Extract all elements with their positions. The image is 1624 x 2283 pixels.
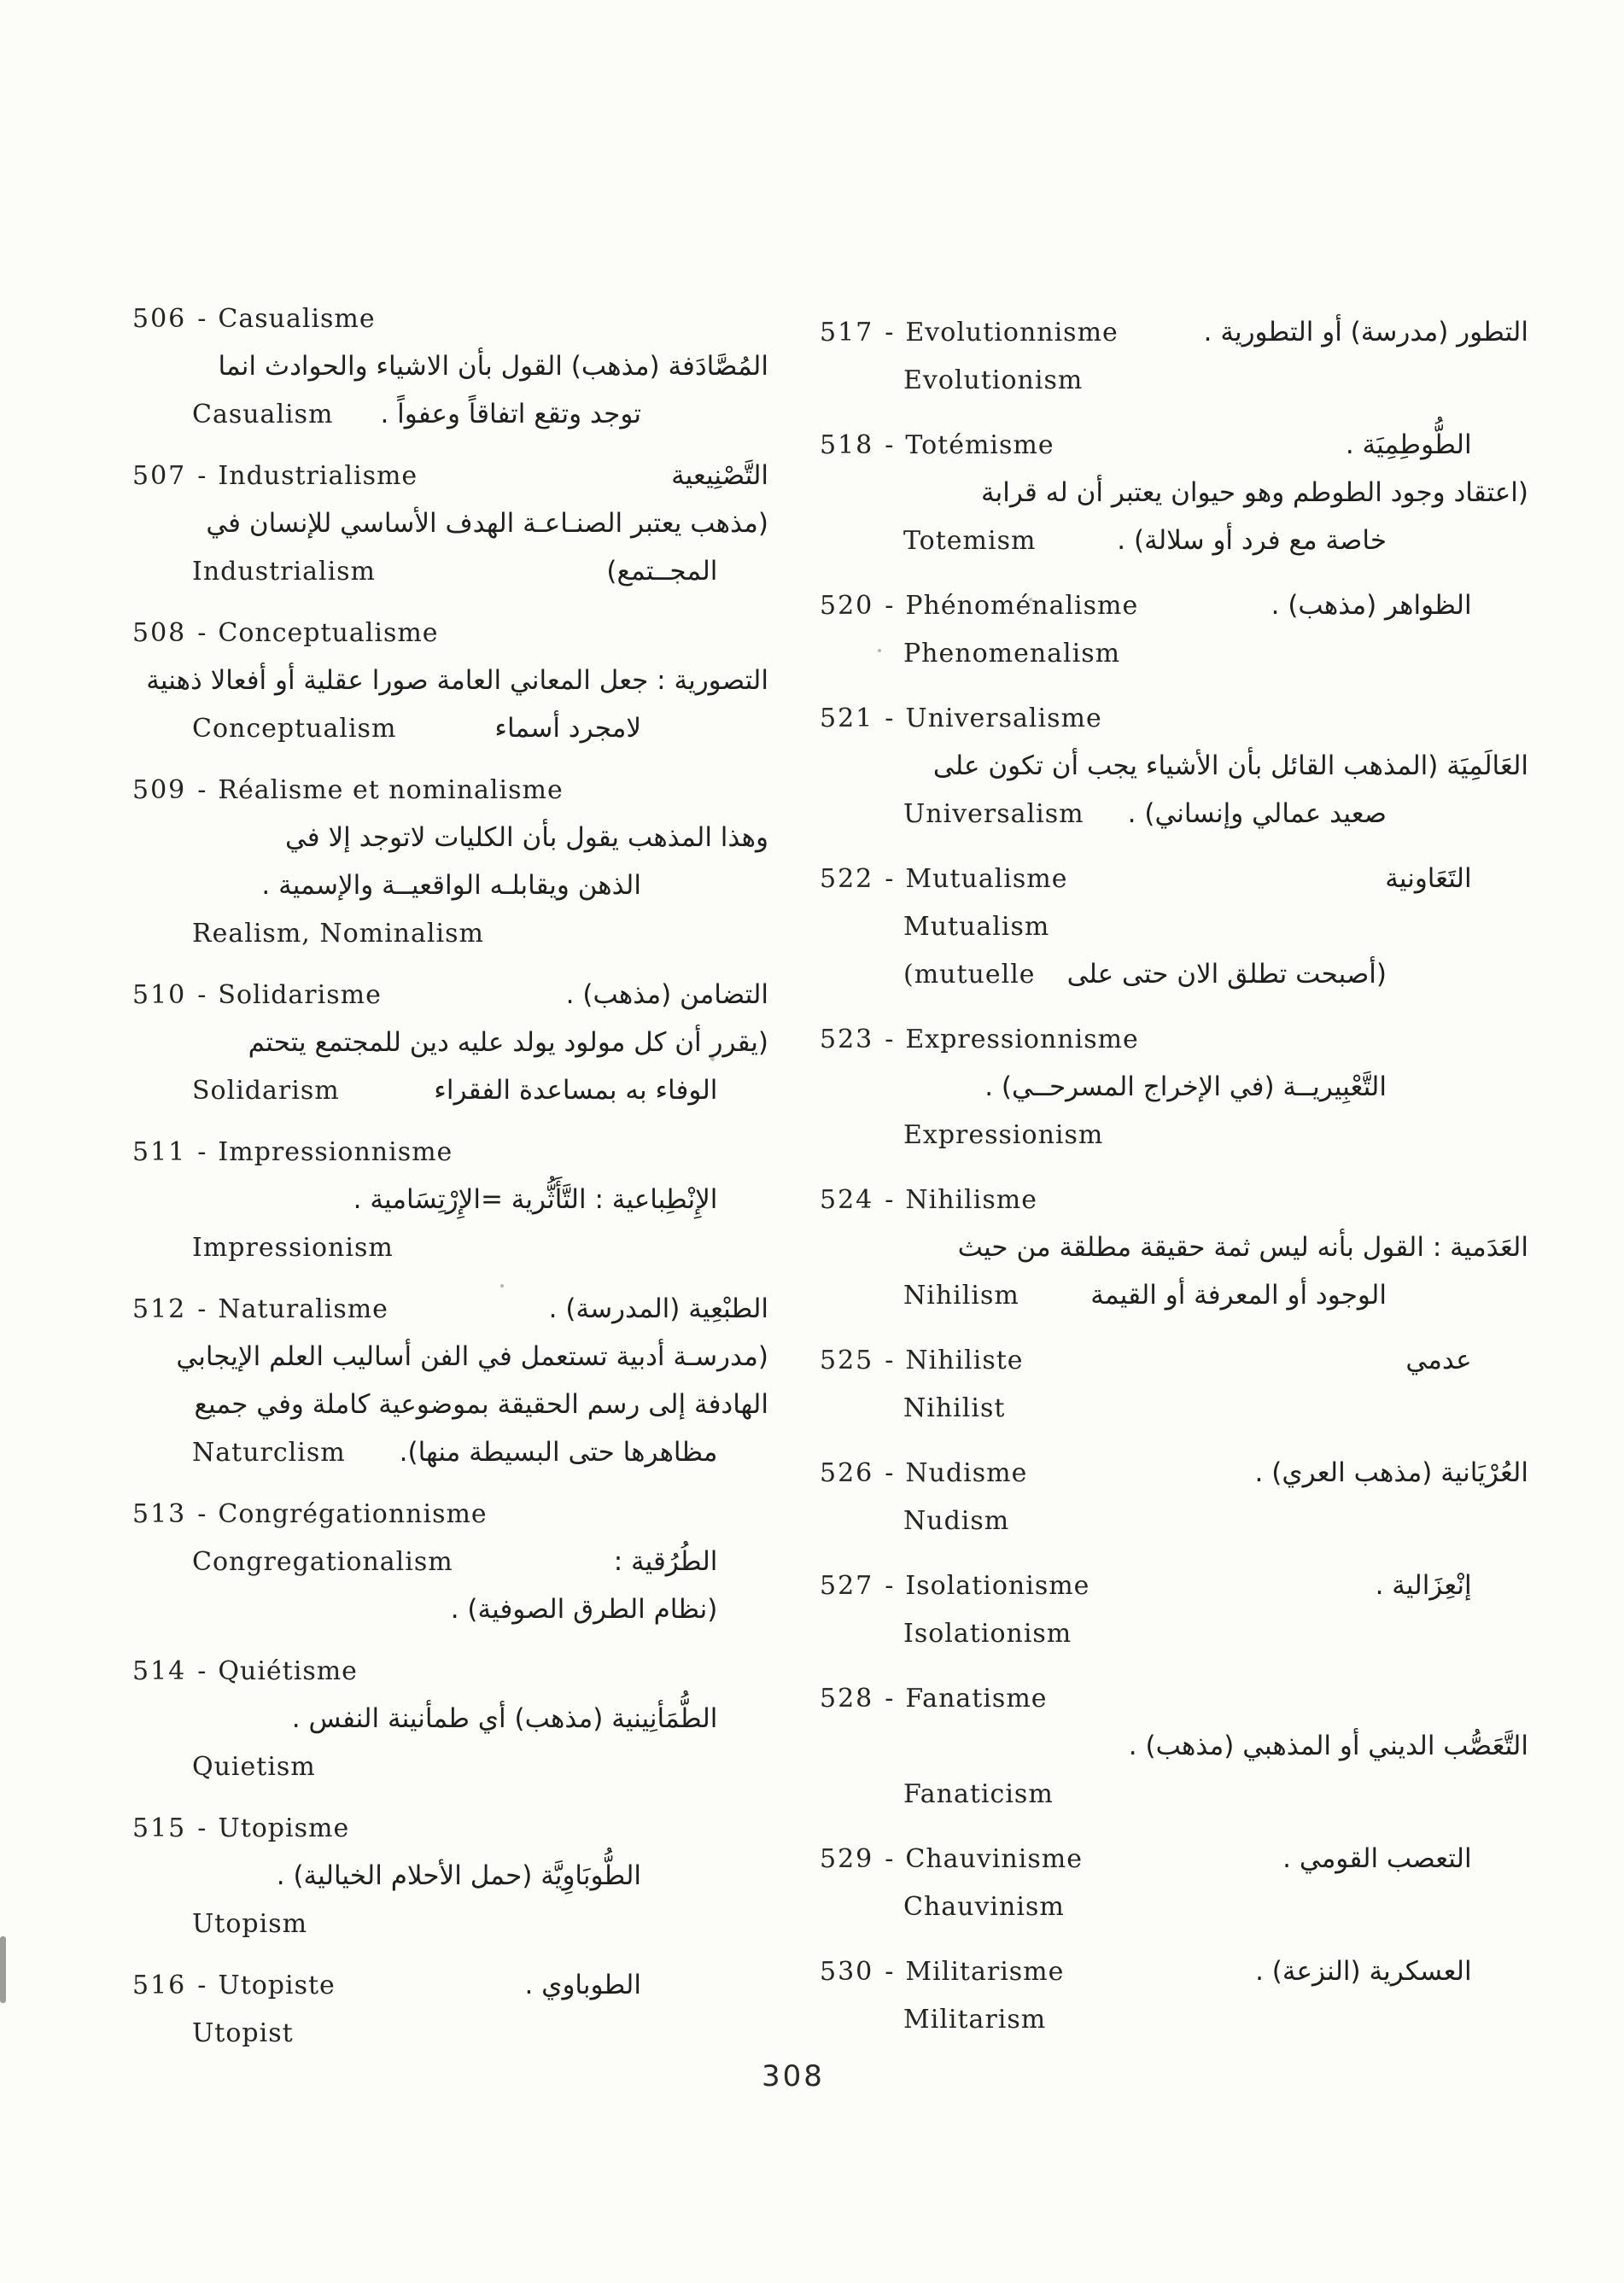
entry-head — [820, 1571, 1089, 1601]
term-english: Impressionism — [192, 1232, 394, 1263]
entry-head-row — [820, 581, 1528, 629]
definition-arabic: التَّعْبِيريــة (في الإخراج المسرحــي) . — [984, 1071, 1387, 1102]
term-english: Expressionism — [903, 1119, 1104, 1150]
scan-artifact — [878, 649, 881, 652]
dash-separator: - — [885, 1457, 895, 1488]
entry-head — [132, 775, 564, 805]
entry-number: 529 — [820, 1843, 874, 1874]
entry-509 — [132, 766, 768, 957]
definition-row — [132, 499, 768, 547]
definition-arabic: توجد وتقع اتفاقاً وعفواً . — [380, 399, 641, 429]
entry-head-row — [132, 1285, 768, 1333]
term-english: Naturclism — [192, 1437, 346, 1468]
entry-head — [132, 980, 382, 1010]
entry-number: 520 — [820, 590, 874, 621]
term-french: Chauvinisme — [905, 1843, 1083, 1874]
term-french: Quiétisme — [218, 1655, 358, 1686]
definition-arabic: وهذا المذهب يقول بأن الكليات لاتوجد إلا في — [284, 822, 768, 853]
term-french: Impressionnisme — [218, 1136, 453, 1167]
term-english: Universalism — [903, 798, 1084, 829]
term-french: Phénoménalisme — [905, 590, 1139, 621]
dash-separator: - — [885, 1683, 895, 1714]
entry-head — [820, 1957, 1064, 1987]
definition-row — [132, 1381, 768, 1428]
term-arabic: الطُرُقية : — [613, 1546, 718, 1577]
dash-separator: - — [197, 979, 207, 1010]
entry-number: 515 — [132, 1813, 187, 1843]
entry-number: 516 — [132, 1970, 187, 2000]
term-english: Nihilist — [903, 1393, 1006, 1423]
dash-separator: - — [885, 1345, 895, 1375]
entry-516 — [132, 1961, 768, 2057]
entry-520 — [820, 581, 1528, 677]
page-footer — [0, 2059, 1624, 2093]
entry-527 — [820, 1562, 1528, 1657]
term-english: Fanaticism — [903, 1778, 1054, 1809]
page-number: 308 — [762, 2059, 825, 2093]
scan-artifact — [0, 1936, 6, 2003]
definition-row — [820, 1223, 1528, 1271]
entry-number: 527 — [820, 1570, 874, 1601]
term-french: Solidarisme — [218, 979, 382, 1010]
dash-separator: - — [885, 1956, 895, 1987]
term-french: Universalisme — [905, 703, 1102, 733]
dash-separator: - — [197, 303, 207, 334]
term-english: Conceptualism — [192, 713, 397, 744]
term-english: Quietism — [192, 1751, 316, 1782]
term-arabic: الطُّوطِمِيَة . — [1345, 429, 1472, 460]
term-arabic: الظواهر (مذهب) . — [1271, 590, 1472, 621]
definition-arabic: مظاهرها حتى البسيطة منها). — [399, 1437, 718, 1468]
entry-512 — [132, 1285, 768, 1476]
entry-number: 522 — [820, 863, 874, 894]
definition-arabic: المُصَّادَفة (مذهب) القول بأن الاشياء والحوادث انما — [218, 351, 768, 382]
gloss-row — [132, 1900, 768, 1947]
term-arabic: التَعَاونية — [1385, 863, 1472, 894]
entry-head-row — [820, 1674, 1528, 1722]
entry-number: 506 — [132, 303, 187, 334]
term-french: Nihilisme — [905, 1184, 1037, 1215]
entry-number: 518 — [820, 429, 874, 460]
term-english: Casualism — [192, 399, 334, 429]
term-arabic: التعصب القومي . — [1282, 1843, 1472, 1874]
entry-528 — [820, 1674, 1528, 1818]
gloss-row — [132, 1538, 768, 1585]
term-english: Phenomenalism — [903, 638, 1121, 669]
entry-head-row — [820, 855, 1528, 902]
entry-head-row — [132, 766, 768, 814]
definition-row — [132, 861, 768, 909]
entry-number: 526 — [820, 1457, 874, 1488]
definition-row — [820, 1722, 1528, 1770]
entry-530 — [820, 1947, 1528, 2043]
entry-511 — [132, 1128, 768, 1271]
gloss-row — [132, 1428, 768, 1476]
entry-head — [132, 304, 376, 334]
definition-arabic: التصورية : جعل المعاني العامة صورا عقلية أو أفعالا ذهنية — [146, 665, 768, 696]
entry-526 — [820, 1449, 1528, 1544]
gloss-row — [132, 2009, 768, 2057]
gloss-row — [820, 1384, 1528, 1432]
entry-head-row — [132, 609, 768, 657]
definition-row — [132, 1019, 768, 1066]
entry-number: 513 — [132, 1498, 187, 1529]
dash-separator: - — [885, 590, 895, 621]
entry-head-row — [820, 1947, 1528, 1995]
scan-artifact — [710, 1057, 715, 1061]
entry-number: 509 — [132, 774, 187, 805]
entry-head-row — [132, 1961, 768, 2009]
entry-529 — [820, 1835, 1528, 1930]
definition-arabic: الوفاء به بمساعدة الفقراء — [434, 1075, 718, 1106]
entry-head — [820, 1684, 1048, 1714]
gloss-row — [820, 517, 1528, 564]
entry-number: 512 — [132, 1293, 187, 1324]
gloss-row — [820, 1111, 1528, 1159]
term-french: Conceptualisme — [218, 617, 439, 648]
entry-515 — [132, 1804, 768, 1947]
definition-arabic: (يقرر أن كل مولود يولد عليه دين للمجتمع يتحتم — [248, 1027, 768, 1058]
term-french: Totémisme — [905, 429, 1054, 460]
term-arabic: إنْعِزَالية . — [1375, 1570, 1472, 1601]
definition-row — [132, 1333, 768, 1381]
entry-506 — [132, 295, 768, 438]
entry-head — [820, 318, 1119, 347]
definition-arabic: (اعتقاد وجود الطوطم وهو حيوان يعتبر أن له قرابة — [981, 477, 1528, 508]
entry-head — [820, 1844, 1083, 1874]
gloss-row — [820, 1497, 1528, 1544]
gloss-row — [132, 1223, 768, 1271]
entry-522 — [820, 855, 1528, 998]
gloss-row — [820, 950, 1528, 998]
entry-head — [820, 704, 1102, 733]
definition-arabic: الهادفة إلى رسم الحقيقة بموضوعية كاملة وفي جميع — [194, 1389, 768, 1420]
entry-head-row — [132, 1804, 768, 1852]
definition-row — [820, 742, 1528, 790]
definition-arabic: التَّعَصُّب الديني أو المذهبي (مذهب) . — [1128, 1731, 1528, 1761]
term-french: Naturalisme — [218, 1293, 388, 1324]
term-english: Evolutionism — [903, 365, 1084, 395]
term-french: Réalisme et nominalisme — [218, 774, 564, 805]
dash-separator: - — [197, 617, 207, 648]
entry-head — [820, 1185, 1037, 1215]
definition-row — [132, 657, 768, 704]
term-english: Congregationalism — [192, 1546, 453, 1577]
definition-row — [132, 1852, 768, 1900]
term-french: Utopisme — [218, 1813, 350, 1843]
scan-artifact — [500, 1284, 504, 1287]
gloss-row — [820, 1271, 1528, 1319]
gloss-row — [820, 902, 1528, 950]
definition-arabic: الإِنْطِباعية : التَّأَثُّرية =الإِرْتِسَامية . — [353, 1184, 718, 1215]
entry-head — [820, 1346, 1024, 1375]
gloss-row — [132, 547, 768, 595]
definition-row — [132, 1176, 768, 1223]
definition-arabic: (مذهب يعتبر الصنـاعـة الهدف الأساسي للإنسان في — [206, 508, 768, 539]
term-french-variant: (mutuelle — [903, 959, 1036, 990]
term-arabic: الطبْعِية (المدرسة) . — [548, 1293, 768, 1324]
term-english: Solidarism — [192, 1075, 340, 1106]
definition-arabic: لامجرد أسماء — [494, 713, 641, 744]
entry-head-row — [820, 1835, 1528, 1883]
dash-separator: - — [885, 429, 895, 460]
term-arabic: العسكرية (النزعة) . — [1255, 1956, 1472, 1987]
term-english: Totemism — [903, 525, 1037, 556]
gloss-row — [820, 629, 1528, 677]
entry-head-row — [820, 1449, 1528, 1497]
definition-arabic: الوجود أو المعرفة أو القيمة — [1090, 1280, 1387, 1311]
term-french: Expressionnisme — [905, 1024, 1139, 1054]
entry-number: 521 — [820, 703, 874, 733]
term-english: Nihilism — [903, 1280, 1019, 1311]
dash-separator: - — [197, 1498, 207, 1529]
dash-separator: - — [885, 1570, 895, 1601]
gloss-row — [820, 1609, 1528, 1657]
definition-arabic: المجــتمع) — [606, 556, 718, 587]
term-arabic: التَّصْنِيعية — [671, 460, 768, 491]
entry-head-row — [132, 971, 768, 1019]
definition-arabic: (نظام الطرق الصوفية) . — [450, 1594, 718, 1625]
definition-row — [132, 1695, 768, 1743]
entry-number: 508 — [132, 617, 187, 648]
dash-separator: - — [885, 1024, 895, 1054]
dash-separator: - — [885, 703, 895, 733]
gloss-row — [820, 1770, 1528, 1818]
definition-row — [820, 1063, 1528, 1111]
gloss-row — [132, 1066, 768, 1114]
dash-separator: - — [197, 1136, 207, 1167]
entry-number: 530 — [820, 1956, 874, 1987]
entry-head — [132, 1294, 388, 1324]
entry-head-row — [132, 1128, 768, 1176]
term-french: Nudisme — [905, 1457, 1028, 1488]
gloss-row — [132, 390, 768, 438]
definition-arabic: خاصة مع فرد أو سلالة) . — [1117, 525, 1387, 556]
entry-head — [820, 1458, 1027, 1488]
entry-524 — [820, 1176, 1528, 1319]
dash-separator: - — [197, 460, 207, 491]
definition-arabic: (مدرسـة أدبية تستعمل في الفن أساليب العلم الإيجابي — [176, 1341, 768, 1372]
term-french: Militarisme — [905, 1956, 1065, 1987]
entry-head-row — [132, 1647, 768, 1695]
definition-arabic: صعيد عمالي وإنساني) . — [1127, 798, 1387, 829]
term-arabic: الطوباوي . — [524, 1970, 641, 2000]
term-french: Casualisme — [218, 303, 376, 334]
entry-number: 514 — [132, 1655, 187, 1686]
entry-508 — [132, 609, 768, 752]
entry-number: 524 — [820, 1184, 874, 1215]
dash-separator: - — [885, 1184, 895, 1215]
entry-head — [132, 1971, 336, 2000]
term-french: Industrialisme — [218, 460, 418, 491]
entry-head-row — [132, 295, 768, 342]
entry-head — [132, 1656, 358, 1686]
dash-separator: - — [197, 1293, 207, 1324]
entry-517 — [820, 308, 1528, 404]
definition-arabic: الذهن ويقابلـه الواقعيــة والإسمية . — [261, 870, 641, 901]
gloss-row — [820, 790, 1528, 838]
term-arabic: العُرْيَانية (مذهب العري) . — [1254, 1457, 1528, 1488]
entry-head-row — [820, 421, 1528, 469]
dash-separator: - — [197, 1970, 207, 2000]
entry-number: 511 — [132, 1136, 187, 1167]
entry-number: 525 — [820, 1345, 874, 1375]
entry-525 — [820, 1336, 1528, 1432]
entry-head-row — [820, 1176, 1528, 1223]
entry-513 — [132, 1490, 768, 1633]
entry-518 — [820, 421, 1528, 564]
entry-head-row — [820, 1015, 1528, 1063]
entry-523 — [820, 1015, 1528, 1159]
term-english: Industrialism — [192, 556, 377, 587]
gloss-row — [132, 704, 768, 752]
term-french: Nihiliste — [905, 1345, 1024, 1375]
term-arabic: عدمي — [1405, 1345, 1472, 1375]
term-arabic: التطور (مدرسة) أو التطورية . — [1203, 317, 1528, 347]
term-english: Chauvinism — [903, 1891, 1065, 1922]
entry-head-row — [132, 452, 768, 499]
term-english: Mutualism — [903, 911, 1050, 942]
entry-head — [820, 430, 1054, 460]
entry-number: 507 — [132, 460, 187, 491]
entry-521 — [820, 694, 1528, 838]
definition-arabic: الطُّمَأنِينية (مذهب) أي طمأنينة النفس . — [291, 1703, 718, 1734]
entry-head — [132, 1813, 349, 1843]
definition-row — [132, 1585, 768, 1633]
entry-507 — [132, 452, 768, 595]
two-column-layout — [132, 295, 1528, 2070]
gloss-row — [820, 356, 1528, 404]
definition-arabic: الطُّوبَاوِيَّة (حمل الأحلام الخيالية) . — [276, 1860, 641, 1891]
entry-510 — [132, 971, 768, 1114]
entry-head — [820, 864, 1068, 894]
term-english: Realism, Nominalism — [192, 918, 484, 949]
term-french: Mutualisme — [905, 863, 1068, 894]
term-english: Isolationism — [903, 1618, 1072, 1649]
entry-head — [132, 1137, 453, 1167]
entry-head-row — [820, 1562, 1528, 1609]
left-column — [132, 295, 768, 2070]
term-french: Isolationisme — [905, 1570, 1090, 1601]
definition-arabic: (أصبحت تطلق الان حتى على — [1066, 959, 1387, 990]
gloss-row — [820, 1995, 1528, 2043]
entry-head-row — [820, 1336, 1528, 1384]
entry-number: 523 — [820, 1024, 874, 1054]
entry-number: 517 — [820, 317, 874, 347]
term-english: Utopism — [192, 1908, 308, 1939]
definition-row — [132, 814, 768, 861]
term-french: Evolutionnisme — [905, 317, 1119, 347]
term-english: Militarism — [903, 2004, 1047, 2035]
dash-separator: - — [885, 317, 895, 347]
term-french: Congrégationnisme — [218, 1498, 488, 1529]
entry-head-row — [820, 308, 1528, 356]
entry-head — [132, 1499, 488, 1529]
gloss-row — [132, 1743, 768, 1790]
scan-artifact — [1029, 598, 1032, 601]
entry-head-row — [820, 694, 1528, 742]
entry-514 — [132, 1647, 768, 1790]
dash-separator: - — [197, 1813, 207, 1843]
gloss-row — [820, 1883, 1528, 1930]
term-french: Utopiste — [218, 1970, 336, 2000]
definition-row — [820, 469, 1528, 517]
term-french: Fanatisme — [905, 1683, 1048, 1714]
term-arabic: التضامن (مذهب) . — [565, 979, 768, 1010]
right-column — [820, 308, 1528, 2070]
entry-head — [820, 1025, 1139, 1054]
dash-separator: - — [197, 774, 207, 805]
gloss-row — [132, 909, 768, 957]
definition-arabic: العَالَمِيَة (المذهب القائل بأن الأشياء يجب أن تكون على — [932, 750, 1528, 781]
dash-separator: - — [885, 1843, 895, 1874]
term-english: Utopist — [192, 2017, 294, 2048]
definition-row — [132, 342, 768, 390]
entry-head — [132, 618, 439, 648]
term-english: Nudism — [903, 1505, 1010, 1536]
entry-head-row — [132, 1490, 768, 1538]
entry-number: 510 — [132, 979, 187, 1010]
definition-arabic: العَدَمية : القول بأنه ليس ثمة حقيقة مطلقة من حيث — [957, 1232, 1528, 1263]
entry-head — [132, 461, 418, 491]
entry-head — [820, 591, 1138, 621]
entry-number: 528 — [820, 1683, 874, 1714]
dash-separator: - — [197, 1655, 207, 1686]
dash-separator: - — [885, 863, 895, 894]
